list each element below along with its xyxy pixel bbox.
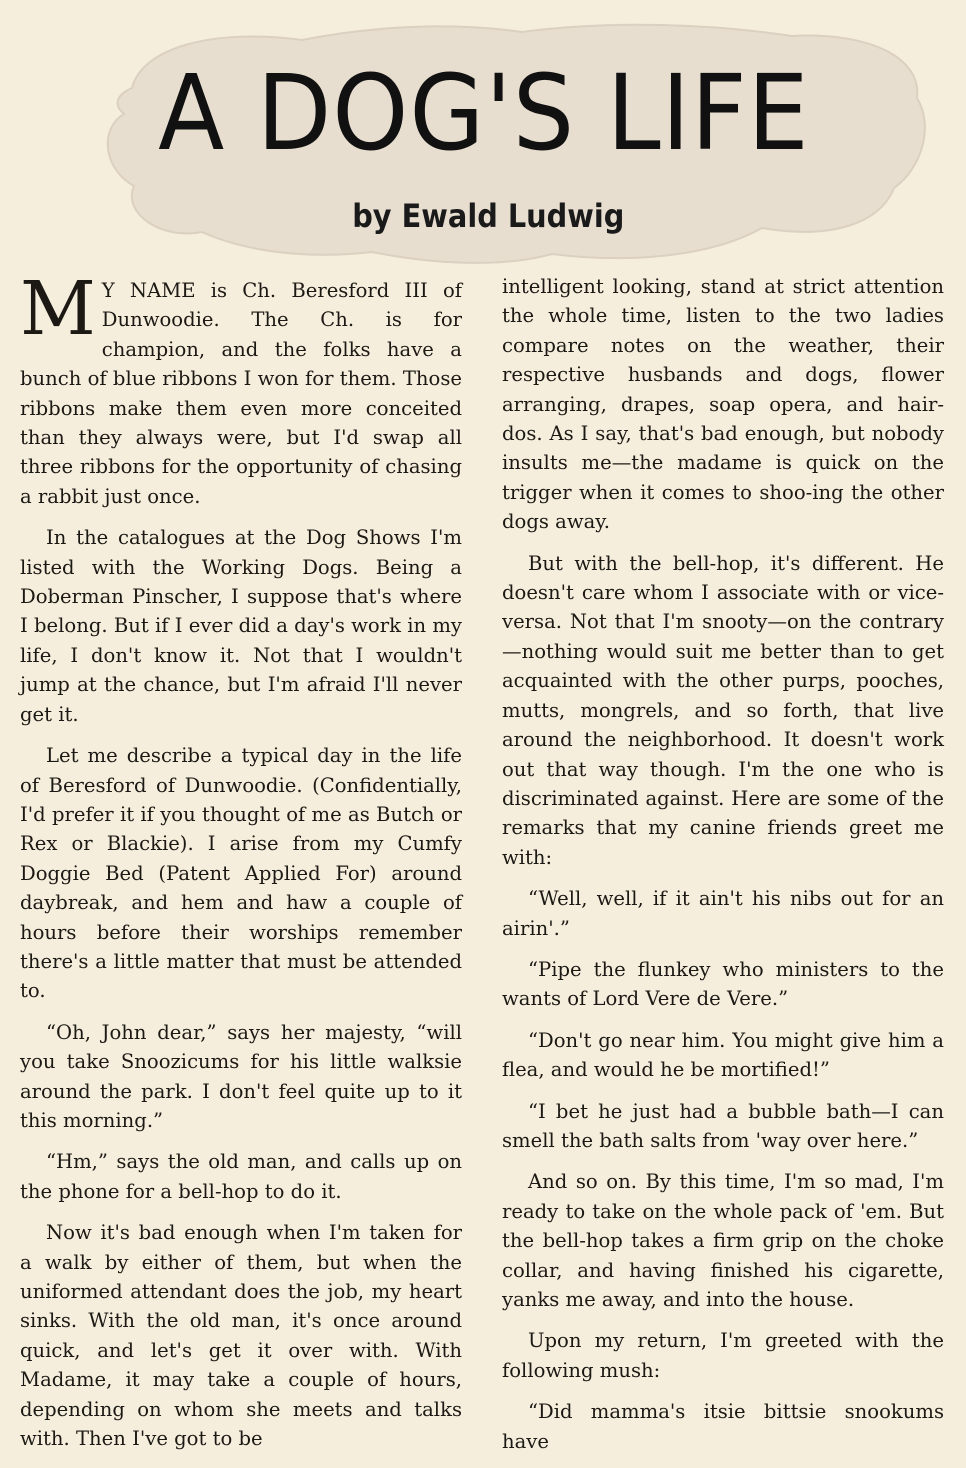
- paragraph: “I bet he just had a bubble bath—I can smell the bath salts from 'way over here.”: [502, 1099, 944, 1152]
- paragraph: But with the bell-hop, it's different. He doesn't care whom I associate with or vice-versa. Not that I'm snooty—on the contrary —nothing would suit me better than to get acquainted with the other purps, pooches, mutts, mongrels, and so forth, that live around the neighborhood. It doesn't work out that way though. I'm the one who is discriminated against. Here are some of the remarks that my canine friends greet me with:: [502, 551, 944, 869]
- paragraph: “Hm,” says the old man, and calls up on the phone for a bell-hop to do it.: [20, 1150, 462, 1203]
- paragraph: Upon my return, I'm greeted with the following mush:: [502, 1329, 944, 1382]
- paragraph: “Oh, John dear,” says her majesty, “will you take Snoozicums for his little walksie around the park. I don't feel quite up to it this morning.”: [20, 1020, 462, 1132]
- article-title: A DOG'S LIFE: [158, 52, 810, 174]
- paragraph: And so on. By this time, I'm so mad, I'm ready to take on the whole pack of 'em. But the bell-hop takes a firm grip on the choke collar, and having finished his cigarette, yanks me away, and into the house.: [502, 1170, 944, 1311]
- paragraph: [20, 266, 462, 511]
- article-byline: by Ewald Ludwig: [352, 197, 625, 235]
- paragraph-text: Y NAME is Ch. Beresford III of Dunwoodie. The Ch. is for champion, and the folks have a bunch of blue ribbons I won for them. Those ribbons make them even more conceited than they always were, but I'd swap all three ribbons for the opportunity of chasing a rabbit just once.: [20, 279, 462, 508]
- right-column: [502, 272, 944, 1468]
- paragraph: In the catalogues at the Dog Shows I'm listed with the Working Dogs. Being a Doberman Pinscher, I suppose that's where I belong. But if I ever did a day's work in my life, I don't know it. Not that I wouldn't jump at the chance, but I'm afraid I'll never get it.: [20, 526, 462, 726]
- drop-cap: M: [20, 266, 96, 352]
- paragraph: “Well, well, if it ain't his nibs out for an airin'.”: [502, 887, 944, 940]
- paragraph: “Pipe the flunkey who ministers to the wants of Lord Vere de Vere.”: [502, 957, 944, 1011]
- paragraph: “Don't go near him. You might give him a flea, and would he be mortified!”: [502, 1028, 944, 1082]
- paragraph: Let me describe a typical day in the life of Beresford of Dunwoodie. (Confidentially, I'd prefer it if you thought of me as Butch or Rex or Blackie). I arise from my Cumfy Doggie Bed (Patent Applied For) around daybreak, and hem and haw a couple of hours before their worships remember there's a little matter that must be attended to.: [20, 744, 462, 1003]
- paragraph: “Did mamma's itsie bittsie snookums have: [502, 1400, 944, 1453]
- paragraph: intelligent looking, stand at strict attention the whole time, listen to the two ladies compare notes on the weather, their respective husbands and dogs, flower arranging, drapes, soap opera, and hair-dos. As I say, that's bad enough, but nobody insults me—the madame is quick on the trigger when it comes to shoo-ing the other dogs away.: [502, 275, 944, 534]
- paragraph: Now it's bad enough when I'm taken for a walk by either of them, but when the uniformed attendant does the job, my heart sinks. With the old man, it's once around quick, and let's get it over with. With Madame, it may take a couple of hours, depending on whom she meets and talks with. Then I've got to be: [20, 1221, 462, 1451]
- left-column: [20, 266, 462, 1465]
